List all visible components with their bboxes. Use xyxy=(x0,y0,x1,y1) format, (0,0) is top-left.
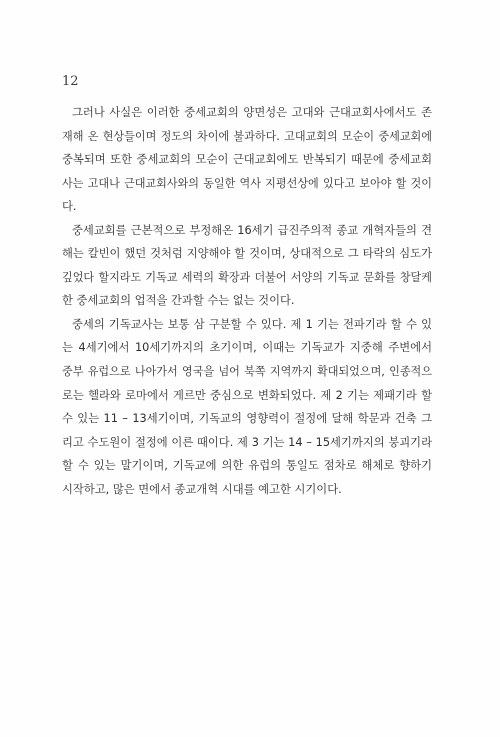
text-line: 그러나 사실은 이러한 중세교회의 양면성은 고대와 근대교회사에서도 존 xyxy=(72,106,432,119)
text-line: 깊었다 할지라도 기독교 세력의 확장과 더불어 서양의 기독교 문화를 창달케 xyxy=(62,270,432,284)
text-line: 재해 온 현상들이며 정도의 차이에 불과하다. 고대교회의 모순이 중세교회에 xyxy=(62,129,432,143)
paragraph-3 xyxy=(62,313,432,501)
body-text xyxy=(62,101,432,501)
paragraph-2 xyxy=(62,219,432,313)
text-line: 중세교회를 근본적으로 부정해온 16세기 급진주의적 종교 개혁자들의 견 xyxy=(72,223,432,237)
text-line: 중복되며 또한 중세교회의 모순이 근대교회에도 반복되기 때문에 중세교회 xyxy=(62,153,432,167)
text-line: 로는 헬라와 로마에서 게르만 중심으로 변화되었다. 제 2 기는 제패기라 할 xyxy=(62,388,432,402)
text-line: 시작하고, 많은 면에서 종교개혁 시대를 예고한 시기이다. xyxy=(62,482,342,496)
text-line: 리고 수도원이 절정에 이른 때이다. 제 3 기는 14 – 15세기까지의 붕괴기라 xyxy=(62,435,432,449)
text-line: 수 있는 11 – 13세기이며, 기독교의 영향력이 절정에 달해 학문과 건축 그 xyxy=(62,412,432,426)
text-line: 사는 고대나 근대교회사와의 동일한 역사 지평선상에 있다고 보아야 할 것이 xyxy=(62,176,432,190)
page-number: 12 xyxy=(62,74,79,89)
text-line: 중세의 기독교사는 보통 삼 구분할 수 있다. 제 1 기는 전파기라 할 수 있 xyxy=(72,317,432,331)
text-line: 해는 칼빈이 했던 것처럼 지양해야 할 것이며, 상대적으로 그 타락의 심도가 xyxy=(62,247,432,261)
text-line: 한 중세교회의 업적을 간과할 수는 없는 것이다. xyxy=(62,294,295,308)
text-line: 다. xyxy=(62,200,77,214)
text-line: 중부 유럽으로 나아가서 영국을 넘어 북쪽 지역까지 확대되었으며, 인종적으 xyxy=(62,365,432,379)
paragraph-1 xyxy=(62,101,432,219)
text-line: 할 수 있는 말기이며, 기독교에 의한 유럽의 통일도 점차로 해체로 향하기 xyxy=(62,459,432,473)
text-line: 는 4세기에서 10세기까지의 초기이며, 이때는 기독교가 지중해 주변에서 xyxy=(62,341,432,355)
